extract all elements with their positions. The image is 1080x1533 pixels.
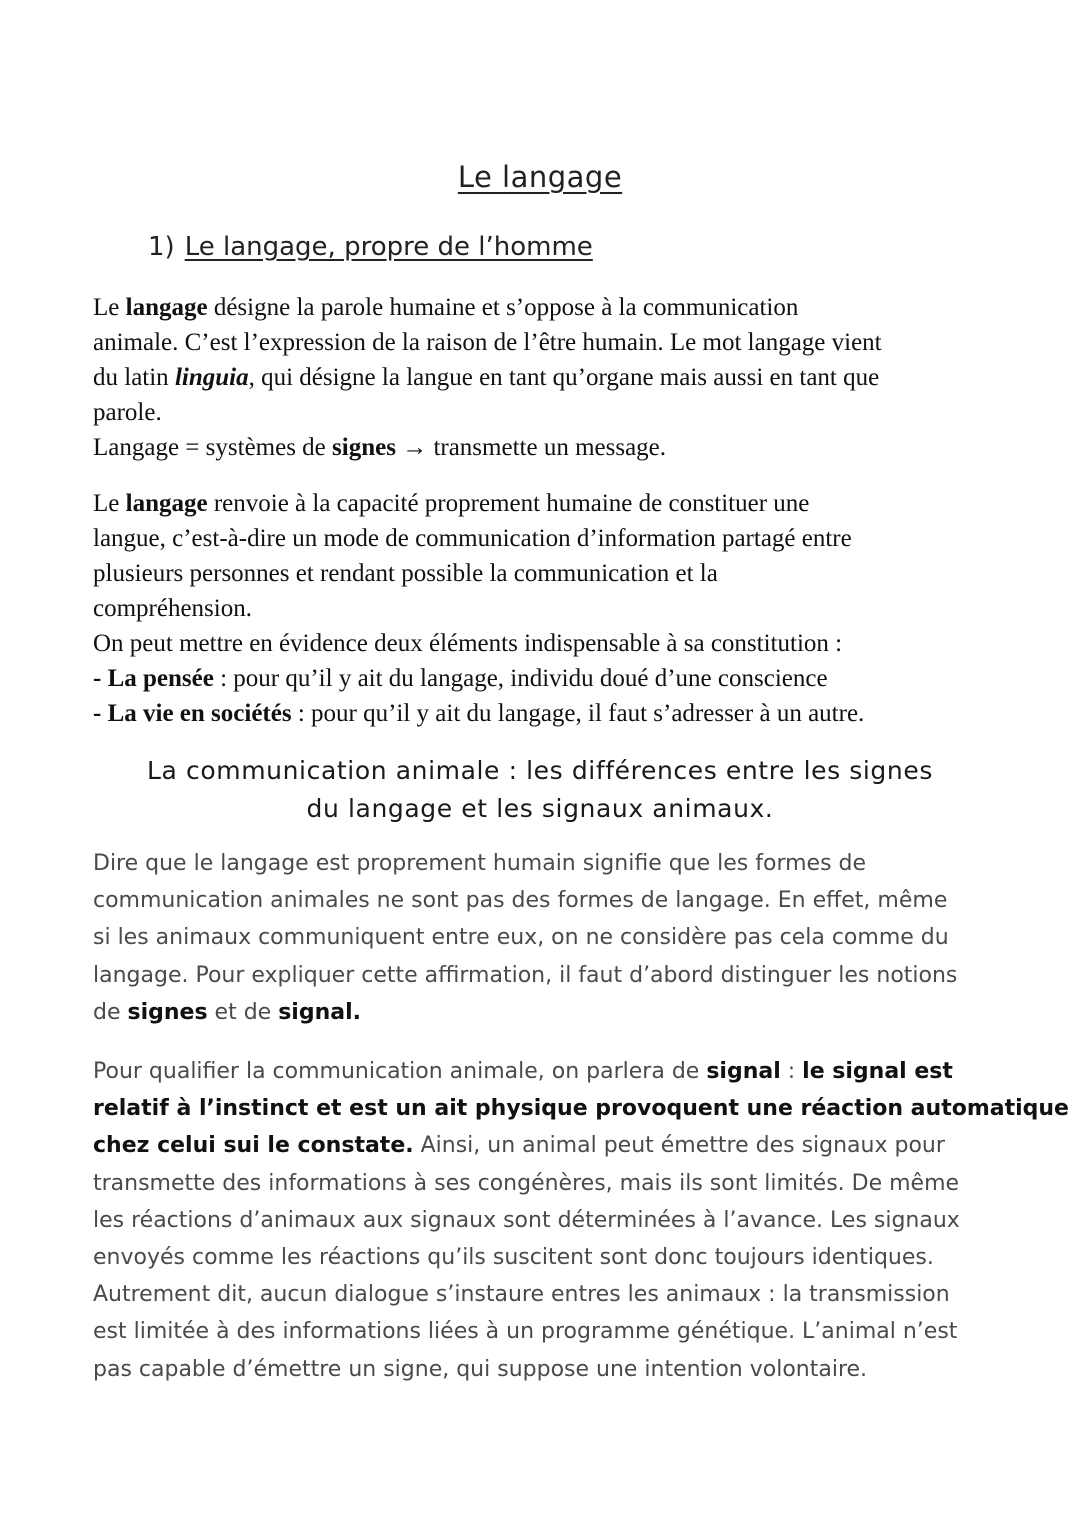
text-run: , qui désigne la langue en tant qu’organe mais aussi en tant que	[248, 364, 880, 391]
text-run: Le	[93, 294, 126, 321]
paragraph-definition	[93, 290, 993, 465]
paragraph-line: pas capable d’émettre un signe, qui suppose une intention volontaire.	[93, 1356, 868, 1382]
paragraph-line: compréhension.	[93, 595, 252, 622]
bold-term: langage	[125, 490, 208, 517]
page-title: Le langage	[457, 160, 623, 194]
paragraph-line	[93, 1090, 1069, 1127]
section-heading-2	[0, 752, 1080, 828]
bold-term: langage	[125, 294, 208, 321]
text-run: désigne la parole humaine et s’oppose à la communication	[207, 294, 799, 321]
paragraph-line	[93, 1127, 993, 1164]
bold-term: le signal est	[802, 1059, 953, 1084]
paragraph-line: animale. C’est l’expression de la raison de l’être humain. Le mot langage vient	[93, 329, 882, 356]
bold-term: relatif à l’instinct et est un ait physique provoquent une réaction automatique	[93, 1096, 1069, 1122]
text-run: et de	[207, 999, 279, 1025]
paragraph-line	[93, 360, 993, 395]
paragraph-line: communication animales ne sont pas des formes de langage. En effet, même	[93, 888, 948, 914]
paragraph-line: est limitée à des informations liées à un programme génétique. L’animal n’est	[93, 1319, 958, 1345]
text-run: Ainsi, un animal peut émettre des signaux pour	[413, 1133, 945, 1159]
text-run: Pour qualifier la communication animale, on parlera de	[93, 1059, 707, 1084]
paragraph-line	[93, 290, 993, 325]
paragraph-line: langue, c’est-à-dire un mode de communication d’information partagé entre	[93, 525, 852, 552]
section-heading-1	[148, 232, 593, 262]
text-run: Langage = systèmes de	[93, 434, 333, 461]
paragraph-animal-communication	[93, 845, 993, 1031]
bold-term: chez celui sui le constate.	[93, 1133, 414, 1159]
paragraph-line: plusieurs personnes et rendant possible la communication et la	[93, 560, 718, 587]
bold-term: signal	[706, 1059, 781, 1084]
paragraph-line	[93, 486, 993, 521]
paragraph-line: langage. Pour expliquer cette affirmation, il faut d’abord distinguer les notions	[93, 962, 958, 988]
text-run: de	[93, 999, 128, 1025]
heading-line: La communication animale : les différences entre les signes	[147, 756, 933, 785]
paragraph-line	[93, 994, 993, 1031]
paragraph-line: Autrement dit, aucun dialogue s’instaure entres les animaux : la transmission	[93, 1282, 950, 1308]
paragraph-capacity	[93, 486, 993, 731]
text-run: :	[780, 1059, 803, 1084]
section-number: 1)	[148, 232, 175, 262]
bold-term: signal.	[278, 999, 361, 1025]
bold-term: - La vie en sociétés	[93, 700, 292, 727]
bold-term: - La pensée	[93, 665, 214, 692]
paragraph-line	[93, 430, 993, 465]
bold-italic-term: linguia	[174, 364, 249, 391]
heading-line: du langage et les signaux animaux.	[306, 794, 774, 823]
text-run: : pour qu’il y ait du langage, il faut s’adresser à un autre.	[291, 700, 865, 727]
paragraph-line: Dire que le langage est proprement humain signifie que les formes de	[93, 851, 867, 876]
paragraph-line: les réactions d’animaux aux signaux sont déterminées à l’avance. Les signaux	[93, 1207, 960, 1233]
text-run: du latin	[93, 364, 175, 391]
text-run: Le	[93, 490, 126, 517]
bold-term: signes	[127, 999, 208, 1025]
paragraph-line: On peut mettre en évidence deux éléments indispensable à sa constitution :	[93, 630, 843, 657]
paragraph-line: transmette des informations à ses congénères, mais ils sont limités. De même	[93, 1170, 960, 1196]
list-item	[93, 661, 993, 696]
paragraph-signal	[93, 1053, 1069, 1388]
text-run: → transmette un message.	[395, 434, 667, 461]
list-item	[93, 696, 993, 731]
paragraph-line	[93, 1053, 993, 1090]
paragraph-line: si les animaux communiquent entre eux, on ne considère pas cela comme du	[93, 925, 949, 951]
bold-term: signes	[332, 434, 396, 461]
text-run: renvoie à la capacité proprement humaine de constituer une	[207, 490, 810, 517]
section-heading-text: Le langage, propre de l’homme	[184, 232, 593, 262]
paragraph-line: parole.	[93, 399, 162, 426]
paragraph-line: envoyés comme les réactions qu’ils suscitent sont donc toujours identiques.	[93, 1245, 934, 1271]
text-run: : pour qu’il y ait du langage, individu doué d’une conscience	[213, 665, 828, 692]
